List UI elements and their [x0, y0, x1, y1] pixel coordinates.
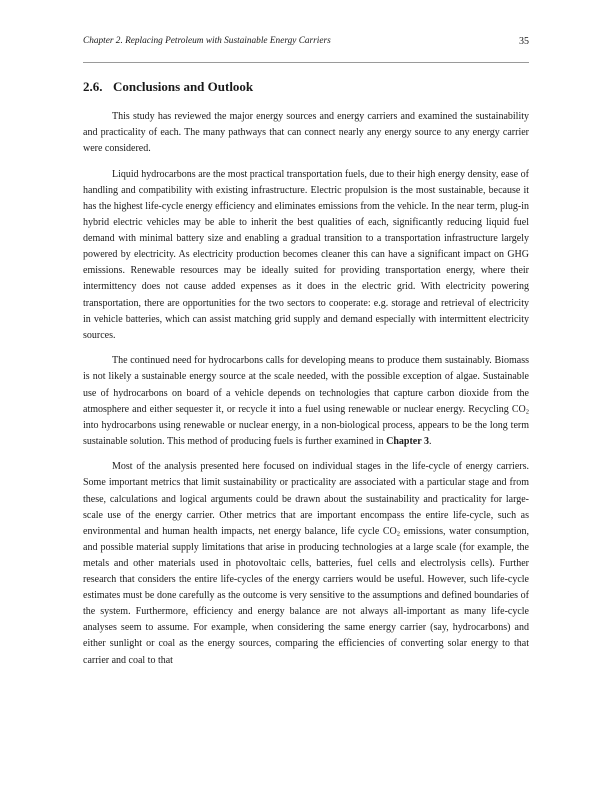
paragraph-4-text-cont: emissions, water consumption, and possible material supply limitations that arise in producing technologies at a large scale (for example, the metals and other materials used in photovoltaic cells, batteries, fuel cells and electrolysis cells). Further research that considers the entire life-cycles of the energy carriers would be useful. However, such life-cycle estimates must be done carefully as the outcome is very sensitive to the assumptions and defined boundaries of the system. Furthermore, efficiency and energy balance are not always all-important as many life-cycle analyses seem to assume. For example, when considering the same energy carrier (say, hydrocarbons) and either sunlight or coal as the energy sources, comparing the efficiencies of converting solar energy to that carrier and coal to that [83, 525, 529, 666]
section-heading [83, 79, 253, 95]
page-number: 35 [519, 36, 529, 47]
chapter-header: Chapter 2. Replacing Petroleum with Sustainable Energy Carriers [83, 36, 331, 46]
body-text [83, 109, 529, 678]
paragraph-3-end: . [428, 435, 432, 447]
paragraph-4 [83, 459, 529, 668]
paragraph-3-text: The continued need for hydrocarbons calls for developing means to produce them sustainably. Biomass is not likely a sustainable energy source at the scale needed, with the possible exception of algae. Sustainable use of hydrocarbons on board of a vehicle depends on technologies that capture carbon dioxide from the atmosphere and either sequester it, or recycle it into a fuel using renewable or nuclear energy. Recycling CO [83, 355, 529, 415]
paragraph-3 [83, 353, 529, 450]
co2-subscript: 2 [396, 530, 400, 538]
paragraph-2: Liquid hydrocarbons are the most practical transportation fuels, due to their high energy density, ease of handling and compatibility with existing infrastructure. Electric propulsion is the most sustainable, because it has the highest life-cycle energy efficiency and eliminates emissions from the vehicle. In the near term, plug-in hybrid electric vehicles may be able to inherit the best qualities of each, significantly reducing liquid fuel demand with minimal battery size and enabling a gradual transition to a transportation infrastructure largely powered by electricity. As electricity production becomes cleaner this can have a significant impact on GHG emissions. Renewable resources may be ideally suited for providing transportation energy, where their intermittency does not cause added expenses as it does in the electric grid. With electricity powering transportation, there are opportunities for the two sectors to cooperate: e.g. storage and retrieval of electricity in vehicle batteries, which can assist matching grid supply and demand especially with intermittent electricity sources. [83, 168, 529, 341]
co2-subscript: 2 [525, 408, 529, 416]
paragraph-4-text: Most of the analysis presented here focused on individual stages in the life-cycle of energy carriers. Some important metrics that limit sustainability or practicality are associated with a particular stage and from these, calculations and logical arguments could be drawn about the sustainability and practicality for large-scale use of the energy carrier. Other metrics that are important encompass the entire life-cycle, such as environmental and human health impacts, net energy balance, life cycle CO [83, 461, 529, 537]
section-number: 2.6. [83, 79, 103, 94]
paragraph-3-text-cont: into hydrocarbons using renewable or nuclear energy, in a non-biological process, appears to be the long term sustainable solution. This method of producing fuels is further examined in [83, 419, 529, 447]
running-header [83, 36, 529, 50]
header-rule [83, 62, 529, 63]
paragraph-1: This study has reviewed the major energy sources and energy carriers and examined the sustainability and practicality of each. The many pathways that can connect nearly any energy source to any energy carrier were considered. [83, 111, 529, 155]
section-title: Conclusions and Outlook [113, 79, 254, 94]
chapter-reference: Chapter 3 [386, 435, 429, 447]
